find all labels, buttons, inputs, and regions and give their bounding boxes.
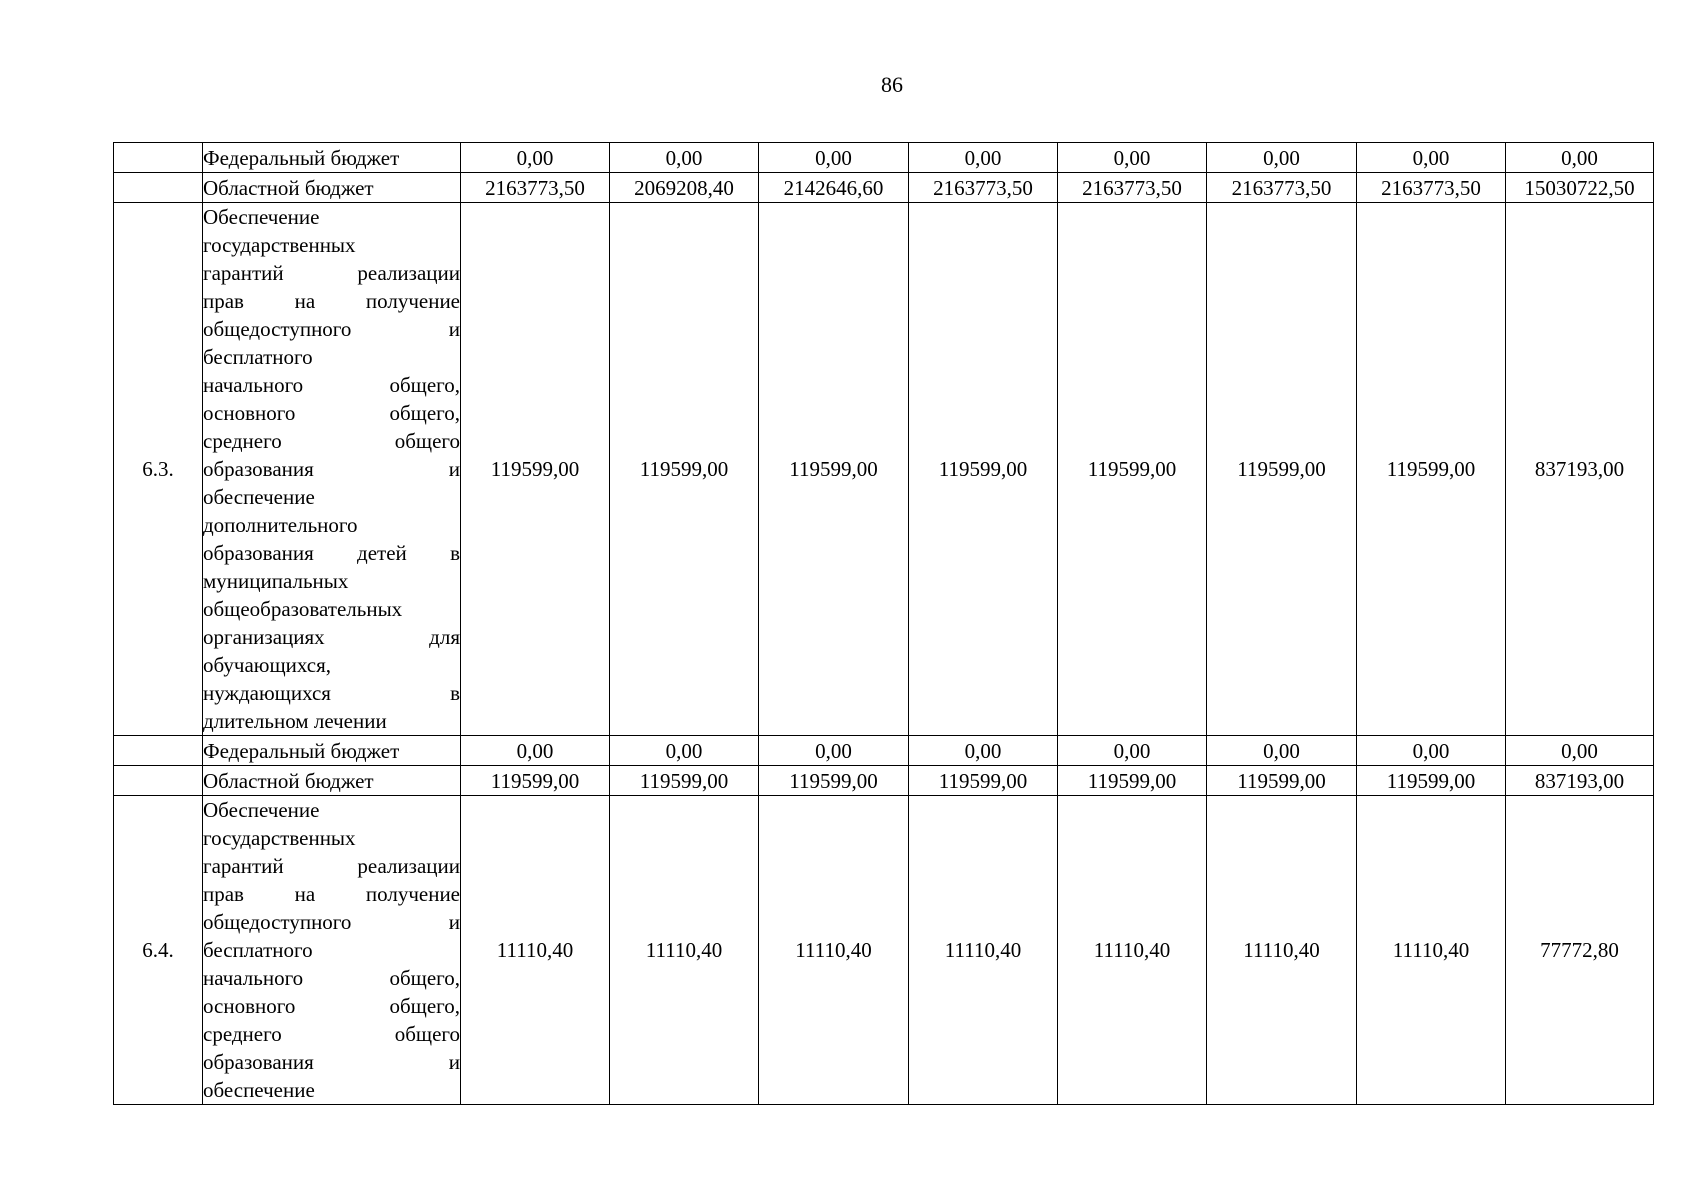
description-line: общедоступного и [203,317,460,341]
budget-table [113,142,1654,1105]
value-cell: 11110,40 [1357,796,1506,1105]
row-description-cell [203,796,461,1105]
value-cell: 119599,00 [1357,766,1506,796]
value-cell: 119599,00 [461,203,610,736]
total-cell: 0,00 [1506,143,1654,173]
value-cell: 2163773,50 [461,173,610,203]
row-number-cell [114,736,203,766]
description-line: нуждающихся в [203,681,460,705]
description-line: образования детей в [203,541,460,565]
value-cell: 0,00 [1058,736,1207,766]
value-cell: 11110,40 [610,796,759,1105]
value-cell: 0,00 [1207,143,1357,173]
row-number-cell: 6.3. [114,203,203,736]
value-cell: 0,00 [1058,143,1207,173]
table-row [114,796,1654,1105]
row-description-cell [203,203,461,736]
description-line: гарантий реализации [203,261,460,285]
value-cell: 0,00 [1357,143,1506,173]
description-line: обеспечение [203,485,315,509]
value-cell: 119599,00 [610,766,759,796]
description-line: среднего общего [203,1022,460,1046]
description-line: основного общего, [203,401,460,425]
description-line: бесплатного [203,345,313,369]
description-line: прав на получение [203,289,460,313]
value-cell: 119599,00 [1207,203,1357,736]
value-cell: 119599,00 [1058,203,1207,736]
description-line: образования и [203,457,460,481]
value-cell: 0,00 [909,736,1058,766]
total-cell: 837193,00 [1506,766,1654,796]
value-cell: 11110,40 [461,796,610,1105]
value-cell: 119599,00 [610,203,759,736]
value-cell: 11110,40 [1207,796,1357,1105]
description-line: начального общего, [203,966,460,990]
total-cell: 77772,80 [1506,796,1654,1105]
description-line: Обеспечение [203,205,320,229]
value-cell: 119599,00 [759,766,909,796]
description-line: прав на получение [203,882,460,906]
value-cell: 0,00 [610,143,759,173]
total-cell: 0,00 [1506,736,1654,766]
description-line: организациях для [203,625,460,649]
value-cell: 119599,00 [909,203,1058,736]
table-row [114,736,1654,766]
value-cell: 119599,00 [1058,766,1207,796]
value-cell: 119599,00 [1207,766,1357,796]
value-cell: 2142646,60 [759,173,909,203]
table-row [114,766,1654,796]
description-line: общеобразовательных [203,597,403,621]
row-number-cell: 6.4. [114,796,203,1105]
value-cell: 0,00 [759,143,909,173]
total-cell: 15030722,50 [1506,173,1654,203]
row-name-cell: Федеральный бюджет [203,143,461,173]
value-cell: 0,00 [1357,736,1506,766]
description-line: основного общего, [203,994,460,1018]
description-line: начального общего, [203,373,460,397]
description-line: среднего общего [203,429,460,453]
value-cell: 0,00 [610,736,759,766]
value-cell: 119599,00 [759,203,909,736]
description-line: государственных [203,233,356,257]
value-cell: 2163773,50 [1357,173,1506,203]
description-line: обучающихся, [203,653,331,677]
value-cell: 2163773,50 [1207,173,1357,203]
description-line: Обеспечение [203,798,320,822]
description-line: образования и [203,1050,460,1074]
table-row [114,143,1654,173]
value-cell: 11110,40 [909,796,1058,1105]
value-cell: 2069208,40 [610,173,759,203]
value-cell: 0,00 [759,736,909,766]
row-number-cell [114,143,203,173]
value-cell: 119599,00 [461,766,610,796]
table-row [114,203,1654,736]
value-cell: 2163773,50 [1058,173,1207,203]
row-name-cell: Областной бюджет [203,766,461,796]
description-line: дополнительного [203,513,358,537]
row-name-cell: Областной бюджет [203,173,461,203]
description-line: обеспечение [203,1078,315,1102]
description-line: длительном лечении [203,709,387,733]
page-number: 86 [881,72,903,97]
description-line: гарантий реализации [203,854,460,878]
value-cell: 119599,00 [909,766,1058,796]
value-cell: 11110,40 [1058,796,1207,1105]
table-row [114,173,1654,203]
description-line: муниципальных [203,569,349,593]
value-cell: 0,00 [909,143,1058,173]
description-line: общедоступного и [203,910,460,934]
value-cell: 0,00 [461,143,610,173]
total-cell: 837193,00 [1506,203,1654,736]
description-line: государственных [203,826,356,850]
value-cell: 0,00 [1207,736,1357,766]
value-cell: 2163773,50 [909,173,1058,203]
row-name-cell: Федеральный бюджет [203,736,461,766]
row-number-cell [114,173,203,203]
value-cell: 11110,40 [759,796,909,1105]
value-cell: 119599,00 [1357,203,1506,736]
row-number-cell [114,766,203,796]
value-cell: 0,00 [461,736,610,766]
description-line: бесплатного [203,938,313,962]
